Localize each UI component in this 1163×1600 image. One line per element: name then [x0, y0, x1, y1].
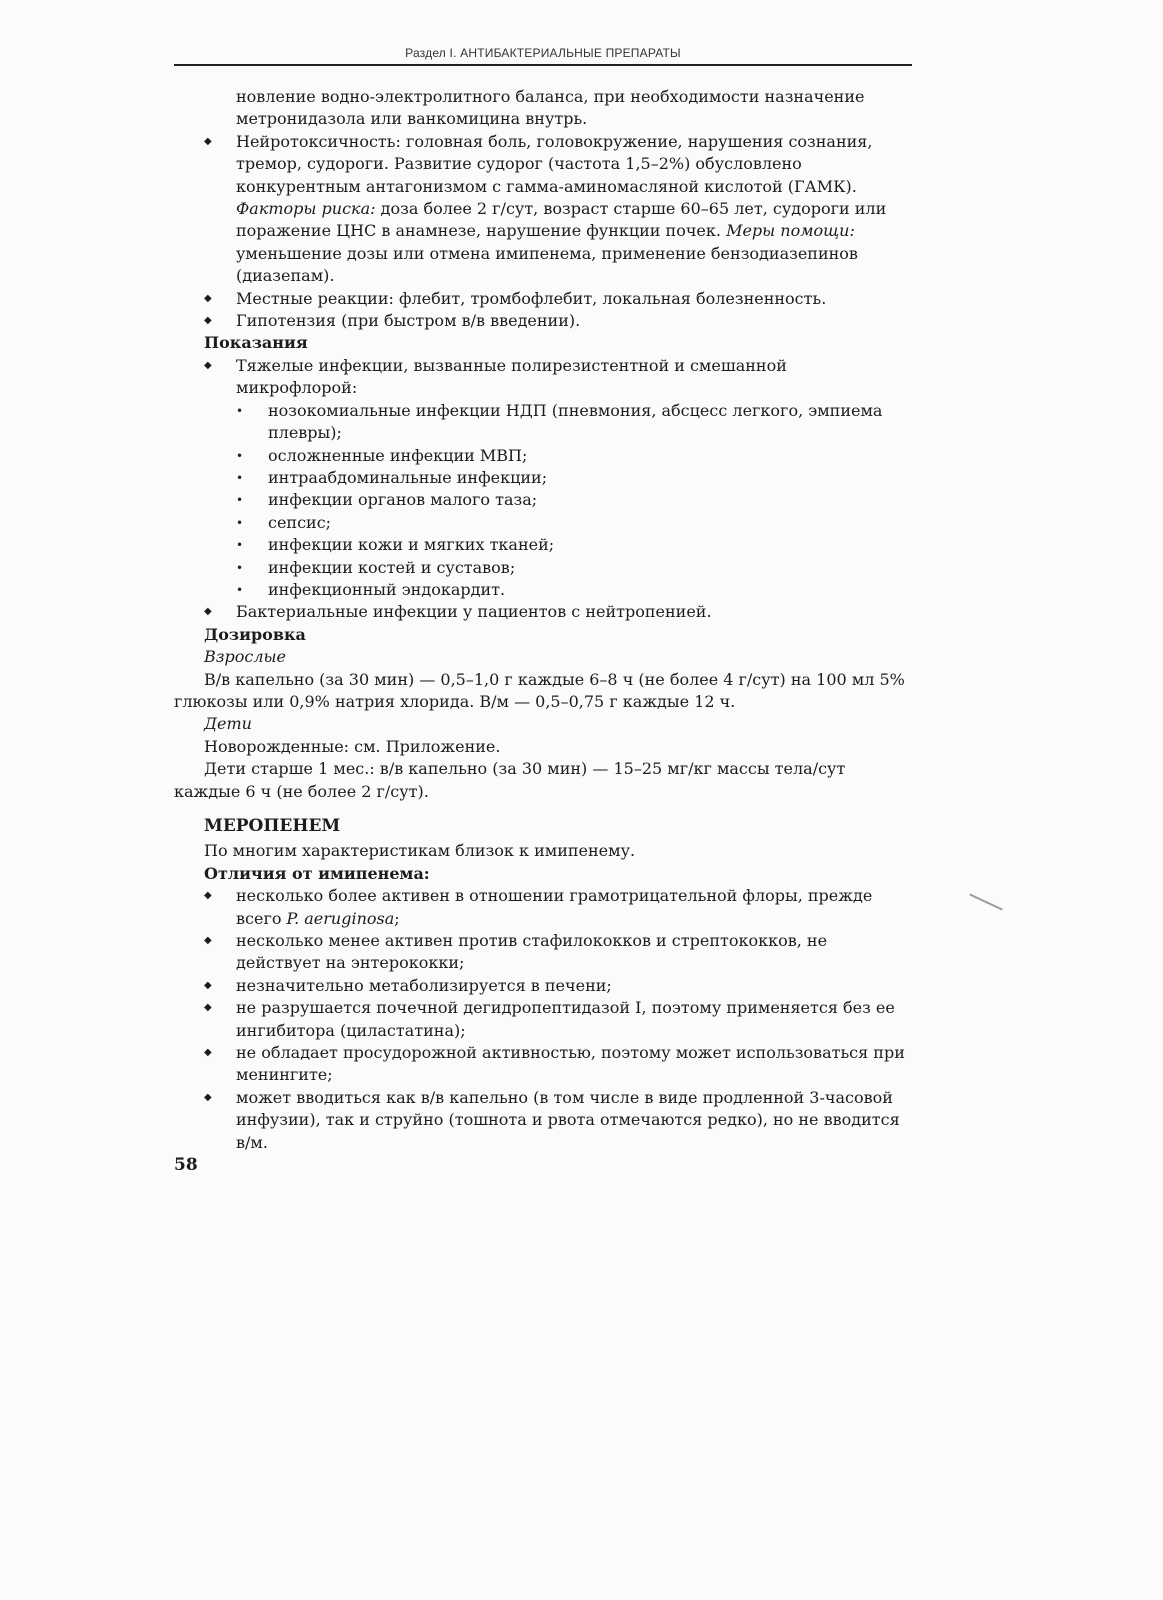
list-item: [174, 1087, 912, 1154]
children-heading: Дети: [204, 714, 252, 734]
diamond-bullet-icon: ◆: [204, 979, 212, 991]
side-effects-list: [174, 131, 912, 333]
sub-list-item: [174, 579, 912, 601]
difference-text: может вводиться как в/в капельно (в том числе в виде продленной 3-часовой инфузии), так и струйно (тошнота и рвота отмечаются редко), но не вводится в/м.: [236, 1087, 900, 1152]
sub-item-text: инфекции кожи и мягких тканей;: [268, 535, 555, 555]
sub-list-item: [174, 445, 912, 467]
diamond-bullet-icon: ◆: [204, 315, 212, 327]
diamond-bullet-icon: ◆: [204, 1002, 212, 1014]
list-item: [174, 131, 912, 288]
dot-bullet-icon: •: [236, 493, 244, 508]
list-item: [174, 997, 912, 1042]
neutropenia-text: Бактериальные инфекции у пациентов с нейтропенией.: [236, 602, 712, 622]
diamond-bullet-icon: ◆: [204, 135, 212, 147]
differences-heading: Отличия от имипенема:: [204, 863, 430, 883]
sub-item-text: инфекционный эндокардит.: [268, 579, 506, 599]
sub-item-text: сепсис;: [268, 512, 332, 532]
intro-continuation: новление водно-электролитного баланса, при необходимости назначение метронидазола или ванкомицина внутрь.: [236, 87, 865, 129]
infection-sublist: [174, 400, 912, 602]
running-head: Раздел I. АНТИБАКТЕРИАЛЬНЫЕ ПРЕПАРАТЫ: [405, 46, 681, 60]
dot-bullet-icon: •: [236, 515, 244, 530]
sub-list-item: [174, 534, 912, 556]
difference-text: незначительно метаболизируется в печени;: [236, 975, 612, 995]
dot-bullet-icon: •: [236, 403, 244, 418]
indications-list: [174, 355, 912, 624]
dosage-heading: Дозировка: [204, 624, 306, 644]
newborns-dosage-text: Новорожденные: см. Приложение.: [204, 736, 501, 756]
sub-list-item: [174, 489, 912, 511]
risk-factors-label: Факторы риска:: [236, 199, 376, 219]
list-item: [174, 930, 912, 975]
sub-list-item: [174, 400, 912, 445]
sub-list-item: [174, 512, 912, 534]
sub-item-text: осложненные инфекции МВП;: [268, 445, 528, 465]
header-rule: [174, 64, 912, 66]
severe-infections-text: Тяжелые инфекции, вызванные полирезистентной и смешанной микрофлорой:: [236, 355, 787, 398]
hypotension-text: Гипотензия (при быстром в/в введении).: [236, 311, 581, 331]
list-item: [174, 310, 912, 332]
difference-text-end: ;: [394, 908, 400, 928]
neurotoxicity-text: Нейротоксичность: головная боль, головокружение, нарушения сознания, тремор, судороги. Развитие судорог (частота 1,5–2%) обусловлено конкурентным антагонизмом с гамма-аминомасляной кислотой (ГАМК).: [236, 131, 873, 196]
help-measures-label: Меры помощи:: [726, 221, 855, 241]
dot-bullet-icon: •: [236, 538, 244, 553]
diamond-bullet-icon: ◆: [204, 1047, 212, 1059]
diamond-bullet-icon: ◆: [204, 359, 212, 371]
local-reactions-text: Местные реакции: флебит, тромбофлебит, локальная болезненность.: [236, 288, 827, 308]
sub-item-text: инфекции костей и суставов;: [268, 557, 516, 577]
list-item: [174, 975, 912, 997]
diamond-bullet-icon: ◆: [204, 935, 212, 947]
differences-list: [174, 885, 912, 1154]
diamond-bullet-icon: ◆: [204, 606, 212, 618]
sub-item-text: инфекции органов малого таза;: [268, 490, 538, 510]
list-item: [174, 885, 912, 930]
sub-item-text: интраабдоминальные инфекции;: [268, 467, 548, 487]
dot-bullet-icon: •: [236, 448, 244, 463]
diamond-bullet-icon: ◆: [204, 1091, 212, 1103]
list-item: [174, 355, 912, 601]
meropenem-heading: МЕРОПЕНЕМ: [204, 816, 341, 836]
indications-heading: Показания: [204, 333, 308, 353]
sub-list-item: [174, 557, 912, 579]
adults-dosage-text: В/в капельно (за 30 мин) — 0,5–1,0 г каждые 6–8 ч (не более 4 г/сут) на 100 мл 5% глюкозы или 0,9% натрия хлорида. В/м — 0,5–0,75 г каждые 12 ч.: [174, 669, 905, 711]
list-item: [174, 601, 912, 623]
difference-text: не обладает просудорожной активностью, поэтому может использоваться при менингите;: [236, 1043, 905, 1085]
page-number: 58: [174, 1155, 198, 1175]
children-dosage-text: Дети старше 1 мес.: в/в капельно (за 30 мин) — 15–25 мг/кг массы тела/сут каждые 6 ч (не более 2 г/сут).: [174, 759, 846, 801]
help-measures-text: уменьшение дозы или отмена имипенема, применение бензодиазепинов (диазепам).: [236, 243, 858, 286]
adults-heading: Взрослые: [204, 647, 287, 667]
sub-list-item: [174, 467, 912, 489]
diamond-bullet-icon: ◆: [204, 292, 212, 304]
dot-bullet-icon: •: [236, 560, 244, 575]
sub-item-text: нозокомиальные инфекции НДП (пневмония, абсцесс легкого, эмпиема плевры);: [268, 400, 883, 443]
list-item: [174, 1042, 912, 1087]
dot-bullet-icon: •: [236, 582, 244, 597]
difference-text: несколько менее активен против стафилококков и стрептококков, не действует на энтерококки;: [236, 931, 828, 973]
page-body: [174, 86, 912, 1154]
diamond-bullet-icon: ◆: [204, 890, 212, 902]
difference-text: несколько более активен в отношении грамотрицательной флоры, прежде всего: [236, 886, 873, 928]
dot-bullet-icon: •: [236, 470, 244, 485]
risk-factors-text: доза более 2 г/сут, возраст старше 60–65 лет, судороги или поражение ЦНС в анамнезе, нарушение функции почек.: [236, 199, 887, 241]
meropenem-intro: По многим характеристикам близок к имипенему.: [204, 841, 636, 861]
difference-text: не разрушается почечной дегидропептидазой I, поэтому применяется без ее ингибитора (циластатина);: [236, 998, 895, 1040]
scan-mark: [969, 893, 1002, 910]
list-item: [174, 288, 912, 310]
species-name: P. aeruginosa: [286, 908, 395, 928]
